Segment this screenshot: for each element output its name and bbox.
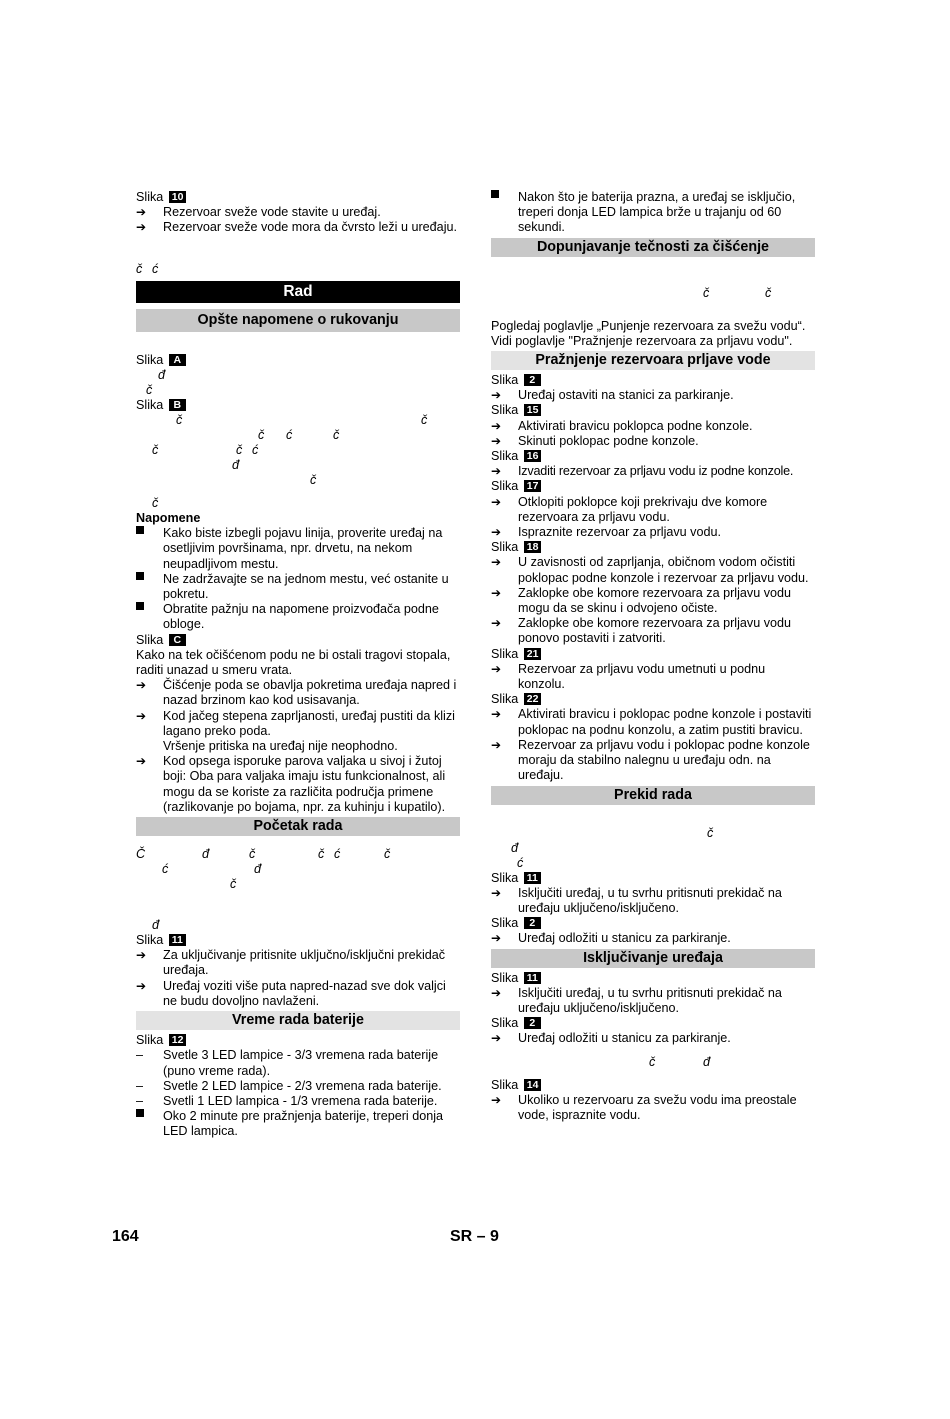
figure-ref <box>491 916 815 931</box>
text-fragment: č <box>176 413 183 428</box>
figure-ref <box>136 353 460 368</box>
text-fragment: đ <box>254 862 262 877</box>
step-note <box>136 739 460 754</box>
note-text: Ne zadržavajte se na jednom mestu, već ostanite u pokretu. <box>163 571 449 602</box>
figure-label: Slika <box>136 632 164 647</box>
step-text: Kod jačeg stepena zaprljanosti, uređaj pustiti da klizi lagano preko poda. <box>163 708 455 738</box>
step-text: Vršenje pritiska na uređaj nije neophodno. <box>163 739 398 754</box>
instruction-step <box>136 709 460 739</box>
figure-number-badge: 17 <box>524 480 542 492</box>
arrow-right-icon: ➔ <box>491 525 502 540</box>
instruction-step <box>136 754 460 815</box>
text-fragment-row <box>136 496 460 511</box>
text-fragment: č <box>230 877 237 892</box>
note-item <box>136 526 460 572</box>
text-fragment-row <box>136 847 460 862</box>
arrow-right-icon: ➔ <box>491 1092 502 1107</box>
arrow-right-icon: ➔ <box>491 985 502 1000</box>
figure-label: Slika <box>491 870 519 885</box>
figure-letter-badge: A <box>169 354 186 366</box>
step-text: Otklopiti poklopce koji prekrivaju dve komore rezervoara za prljavu vodu. <box>518 494 768 524</box>
figure-label: Slika <box>136 352 164 367</box>
step-text: Isključiti uređaj, u tu svrhu pritisnuti prekidač na uređaju uključeno/isključeno. <box>518 985 782 1015</box>
text-fragment: č <box>703 285 710 300</box>
arrow-right-icon: ➔ <box>136 948 147 963</box>
notes-heading: Napomene <box>136 511 201 526</box>
text-fragment: č <box>310 473 317 488</box>
figure-label: Slika <box>491 970 519 985</box>
dash-bullet-icon: – <box>136 1093 144 1108</box>
figure-label: Slika <box>491 373 519 388</box>
arrow-right-icon: ➔ <box>491 931 502 946</box>
figure-ref <box>491 1078 815 1093</box>
note-item <box>491 190 815 236</box>
text-fragment: đ <box>152 918 160 933</box>
step-text: Rezervoar za prljavu vodu i poklopac podne konzole moraju da stabilno nalegnu u uređaju odn. na uređaju. <box>518 737 810 783</box>
text-fragment-row <box>136 262 460 277</box>
text-fragment: č <box>152 496 159 511</box>
right-column <box>491 190 815 1123</box>
text-fragment-row <box>136 368 460 383</box>
figure-number-badge: 18 <box>524 541 542 553</box>
text-fragment: đ <box>511 840 519 855</box>
subsection-heading-prekid: Prekid rada <box>491 786 815 805</box>
figure-number-badge: 2 <box>524 917 541 929</box>
instruction-step <box>491 662 815 692</box>
arrow-right-icon: ➔ <box>491 707 502 722</box>
figure-ref <box>136 633 460 648</box>
arrow-right-icon: ➔ <box>491 494 502 509</box>
instruction-step <box>491 707 815 737</box>
text-fragment: đ <box>703 1054 711 1069</box>
page-number: 164 <box>112 1228 139 1245</box>
arrow-right-icon: ➔ <box>491 418 502 433</box>
paragraph: Vidi poglavlje "Pražnjenje rezervoara za prljavu vodu". <box>491 333 793 348</box>
text-fragment: ć <box>517 855 524 870</box>
text-fragment: č <box>318 847 325 862</box>
text-fragment: đ <box>158 367 166 382</box>
figure-label: Slika <box>491 692 519 707</box>
square-bullet-icon <box>136 526 144 534</box>
subsection-heading-iskljucivanje: Isključivanje uređaja <box>491 949 815 968</box>
list-text: Svetle 2 LED lampice - 2/3 vremena rada baterije. <box>163 1078 442 1093</box>
list-text: Svetli 1 LED lampica - 1/3 vremena rada baterije. <box>163 1093 438 1108</box>
paragraph: Pogledaj poglavlje „Punjenje rezervoara za svežu vodu“. <box>491 318 806 333</box>
text-fragment: ć <box>162 862 169 877</box>
figure-number-badge: 11 <box>524 972 541 984</box>
figure-number-badge: 11 <box>169 934 186 946</box>
instruction-step <box>491 886 815 916</box>
figure-ref <box>136 398 460 413</box>
figure-number-badge: 16 <box>524 450 542 462</box>
figure-letter-badge: B <box>169 399 186 411</box>
note-item <box>136 602 460 632</box>
dash-bullet-icon: – <box>136 1078 144 1093</box>
step-text: Skinuti poklopac podne konzole. <box>518 433 699 448</box>
figure-number-badge: 11 <box>524 872 541 884</box>
note-item <box>136 572 460 602</box>
figure-label: Slika <box>136 933 164 948</box>
figure-label: Slika <box>136 1033 164 1048</box>
figure-label: Slika <box>491 449 519 464</box>
instruction-step <box>491 495 815 525</box>
note-text: Nakon što je baterija prazna, a uređaj se isključio, treperi donja LED lampica brže u trajanju od 60 sekundi. <box>518 190 796 235</box>
note-text: Oko 2 minute pre pražnjenja baterije, treperi donja LED lampica. <box>163 1109 444 1139</box>
figure-number-badge: 2 <box>524 374 541 386</box>
figure-ref <box>491 871 815 886</box>
arrow-right-icon: ➔ <box>491 388 502 403</box>
figure-number-badge: 15 <box>524 404 542 416</box>
arrow-right-icon: ➔ <box>491 616 502 631</box>
text-fragment: ć <box>286 428 293 443</box>
figure-ref <box>136 1033 460 1048</box>
instruction-step <box>136 678 460 708</box>
text-fragment: č <box>258 428 265 443</box>
text-fragment: č <box>707 825 714 840</box>
text-fragment: đ <box>202 847 210 862</box>
arrow-right-icon: ➔ <box>491 464 502 479</box>
text-fragment: č <box>333 428 340 443</box>
text-fragment-row <box>491 841 815 856</box>
instruction-step <box>491 931 815 946</box>
subsection-heading-opste: Opšte napomene o rukovanju <box>136 309 460 332</box>
step-text: Isključiti uređaj, u tu svrhu pritisnuti prekidač na uređaju uključeno/isključeno. <box>518 885 782 915</box>
note-text: Obratite pažnju na napomene proizvođača podne obloge. <box>163 602 439 632</box>
instruction-step <box>491 525 815 540</box>
subsection-heading-pocetak: Početak rada <box>136 817 460 836</box>
step-text: Rezervoar sveže vode stavite u uređaj. <box>163 205 381 220</box>
text-fragment: č <box>649 1054 656 1069</box>
figure-ref <box>491 647 815 662</box>
section-heading-rad: Rad <box>136 281 460 303</box>
note-item <box>136 1109 460 1139</box>
subsection-heading-dopunjavanje: Dopunjavanje tečnosti za čišćenje <box>491 238 815 257</box>
subsection-heading-praznjenje: Pražnjenje rezervoara prljave vode <box>491 351 815 370</box>
step-text: Ispraznite rezervoar za prljavu vodu. <box>518 525 721 540</box>
figure-number-badge: 14 <box>524 1079 542 1091</box>
list-item <box>136 1079 460 1094</box>
list-item <box>136 1048 460 1078</box>
instruction-step <box>136 948 460 978</box>
figure-label: Slika <box>136 397 164 412</box>
step-text: Zaklopke obe komore rezervoara za prljavu vodu ponovo postaviti i zatvoriti. <box>518 616 792 646</box>
figure-number-badge: 21 <box>524 648 542 660</box>
arrow-right-icon: ➔ <box>136 220 147 235</box>
arrow-right-icon: ➔ <box>136 978 147 993</box>
figure-label: Slika <box>491 1077 519 1092</box>
text-fragment-row <box>136 443 460 458</box>
dash-bullet-icon: – <box>136 1048 144 1063</box>
list-item <box>136 1094 460 1109</box>
instruction-step <box>491 388 815 403</box>
text-fragment-row <box>491 826 815 841</box>
note-text: Kako biste izbegli pojavu linija, proverite uređaj na osetljivim površinama, npr. drvetu, na nekom neupadljivom mestu. <box>163 526 443 571</box>
figure-label: Slika <box>491 479 519 494</box>
step-text: U zavisnosti od zaprljanja, običnom vodom očistiti poklopac podne konzole i rezervoar za prljavu vodu. <box>518 555 809 585</box>
step-text: Uređaj odložiti u stanicu za parkiranje. <box>518 1031 731 1046</box>
text-fragment-row <box>136 473 460 488</box>
text-fragment: ć <box>152 261 159 276</box>
step-text: Rezervoar za prljavu vodu umetnuti u podnu konzolu. <box>518 661 766 692</box>
figure-ref <box>491 971 815 986</box>
figure-number-badge: 22 <box>524 693 542 705</box>
figure-ref <box>491 1016 815 1031</box>
figure-number-badge: 2 <box>524 1017 541 1029</box>
instruction-step <box>491 738 815 784</box>
arrow-right-icon: ➔ <box>136 754 147 769</box>
subsection-heading-vreme: Vreme rada baterije <box>136 1011 460 1030</box>
step-text: Ukoliko u rezervoaru za svežu vodu ima preostale vode, ispraznite vodu. <box>518 1092 797 1122</box>
step-text: Aktivirati bravicu i poklopac podne konzole i postaviti poklopac na podnu konzolu, a zatim pustiti bravicu. <box>518 707 812 737</box>
square-bullet-icon <box>136 1109 144 1117</box>
figure-ref <box>136 190 460 205</box>
text-fragment: č <box>236 443 243 458</box>
text-fragment-row <box>491 856 815 871</box>
figure-number-badge: 12 <box>169 1034 187 1046</box>
text-fragment-row <box>136 383 460 398</box>
instruction-step <box>491 1031 815 1046</box>
figure-label: Slika <box>491 540 519 555</box>
text-fragment: č <box>136 261 143 276</box>
instruction-step <box>491 555 815 585</box>
step-text: Zaklopke obe komore rezervoara za prljavu vodu mogu da se skinu i odvojeno očiste. <box>518 585 792 616</box>
instruction-step <box>491 419 815 434</box>
instruction-step <box>136 220 460 235</box>
step-text: Kod opsega isporuke parova valjaka u sivoj i žutoj boji: Oba para valjaka imaju istu funkcionalnost, ali mogu da se koriste za različita područja primene (razlikovanje po bojama, npr. za kuhinju i kupatilo). <box>163 754 446 814</box>
instruction-step <box>491 986 815 1016</box>
figure-label: Slika <box>136 190 164 204</box>
step-text: Čišćenje poda se obavlja pokretima uređaja napred i nazad brzinom kao kod usisavanja. <box>163 678 457 708</box>
square-bullet-icon <box>491 190 499 198</box>
text-fragment: č <box>249 847 256 862</box>
text-fragment-row <box>136 428 460 443</box>
figure-label: Slika <box>491 1016 519 1031</box>
text-fragment: č <box>421 413 428 428</box>
footer-label: SR – 9 <box>450 1228 499 1245</box>
instruction-step <box>491 616 815 646</box>
list-text: Svetle 3 LED lampice - 3/3 vremena rada baterije (puno vreme rada). <box>163 1048 439 1078</box>
figure-ref <box>491 479 815 494</box>
text-fragment: č <box>384 847 391 862</box>
arrow-right-icon: ➔ <box>491 737 502 752</box>
figure-ref <box>491 540 815 555</box>
text-fragment: đ <box>232 458 240 473</box>
step-text: Za uključivanje pritisnite uključno/isključni prekidač uređaja. <box>163 948 446 978</box>
instruction-step <box>136 979 460 1009</box>
text-fragment-row <box>136 877 460 892</box>
text-fragment-row <box>136 918 460 933</box>
figure-ref <box>491 403 815 418</box>
text-fragment-row <box>136 862 460 877</box>
text-fragment-row <box>491 286 815 301</box>
figure-label: Slika <box>491 646 519 661</box>
figure-letter-badge: C <box>169 634 186 646</box>
arrow-right-icon: ➔ <box>491 885 502 900</box>
instruction-step <box>491 586 815 616</box>
square-bullet-icon <box>136 572 144 580</box>
text-fragment-row <box>136 413 460 428</box>
arrow-right-icon: ➔ <box>136 708 147 723</box>
instruction-step <box>491 434 815 449</box>
figure-label: Slika <box>491 916 519 931</box>
step-text: Uređaj odložiti u stanicu za parkiranje. <box>518 931 731 946</box>
text-fragment-row <box>136 458 460 473</box>
arrow-right-icon: ➔ <box>491 661 502 676</box>
text-fragment: č <box>152 443 159 458</box>
step-text: Aktivirati bravicu poklopca podne konzole. <box>518 418 753 433</box>
step-text: Izvaditi rezervoar za prljavu vodu iz podne konzole. <box>518 464 794 479</box>
text-fragment: ć <box>334 847 341 862</box>
arrow-right-icon: ➔ <box>136 678 147 693</box>
text-fragment: ć <box>252 443 259 458</box>
paragraph: Kako na tek očišćenom podu ne bi ostali tragovi stopala, raditi unazad u smeru vrata. <box>136 647 451 678</box>
arrow-right-icon: ➔ <box>136 205 147 220</box>
instruction-step <box>491 464 815 479</box>
instruction-step <box>136 205 460 220</box>
figure-ref <box>491 373 815 388</box>
figure-label: Slika <box>491 403 519 418</box>
arrow-right-icon: ➔ <box>491 433 502 448</box>
left-column <box>136 190 460 1140</box>
figure-ref <box>491 692 815 707</box>
figure-ref <box>491 449 815 464</box>
instruction-step <box>491 1093 815 1123</box>
figure-ref <box>136 933 460 948</box>
text-fragment: č <box>146 382 153 397</box>
square-bullet-icon <box>136 602 144 610</box>
text-fragment: Č <box>136 847 146 862</box>
figure-number-badge: 10 <box>169 191 187 203</box>
arrow-right-icon: ➔ <box>491 555 502 570</box>
text-fragment: č <box>765 285 772 300</box>
arrow-right-icon: ➔ <box>491 1031 502 1046</box>
step-text: Uređaj ostaviti na stanici za parkiranje. <box>518 388 734 403</box>
step-text: Uređaj voziti više puta napred-nazad sve dok valjci ne budu dovoljno navlaženi. <box>163 978 446 1008</box>
arrow-right-icon: ➔ <box>491 585 502 600</box>
text-fragment-row <box>491 1055 815 1070</box>
step-text: Rezervoar sveže vode mora da čvrsto leži u uređaju. <box>163 220 457 235</box>
